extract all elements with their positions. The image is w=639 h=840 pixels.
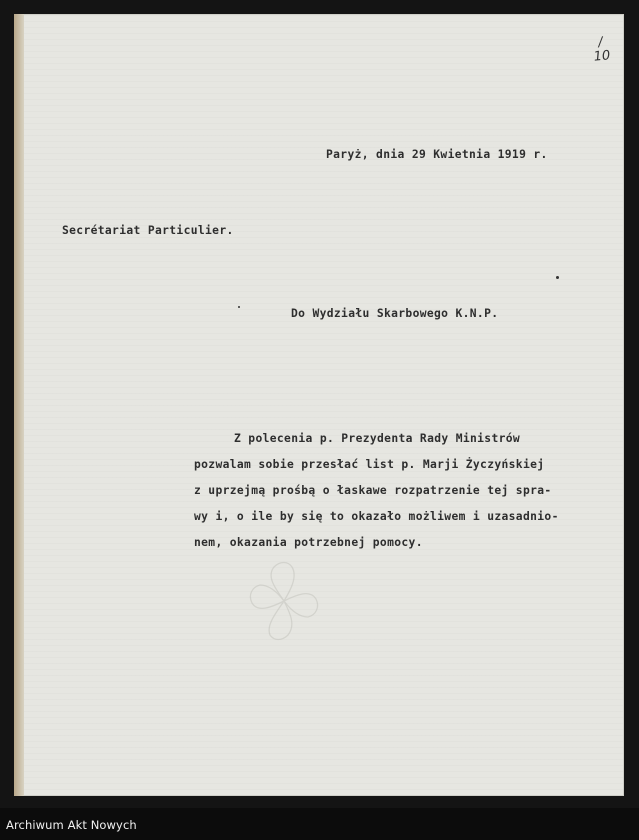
body-line: nem, okazania potrzebnej pomocy. <box>194 536 423 549</box>
folio-page-number: 10 <box>593 48 612 65</box>
sender-line: Secrétariat Particulier. <box>62 224 234 237</box>
body-line: pozwalam sobie przesłać list p. Marji Życzyńskiej <box>194 458 545 471</box>
paper-speck <box>238 306 240 308</box>
document-page <box>14 14 624 796</box>
page-edge-strip <box>14 14 24 796</box>
clover-watermark-icon <box>246 559 322 645</box>
archive-label: Archiwum Akt Nowych <box>6 818 137 832</box>
body-line: Z polecenia p. Prezydenta Rady Ministrów <box>234 432 521 445</box>
body-line: z uprzejmą prośbą o łaskawe rozpatrzenie tej spra- <box>194 484 552 497</box>
paper-speck <box>556 276 559 279</box>
body-line: wy i, o ile by się to okazało możliwem i uzasadnio- <box>194 510 559 523</box>
folio-number <box>592 35 611 65</box>
archive-footer <box>0 808 639 840</box>
addressee-line: Do Wydziału Skarbowego K.N.P. <box>291 307 499 320</box>
place-date-line: Paryż, dnia 29 Kwietnia 1919 r. <box>326 148 548 161</box>
folio-mark: / <box>597 34 604 51</box>
